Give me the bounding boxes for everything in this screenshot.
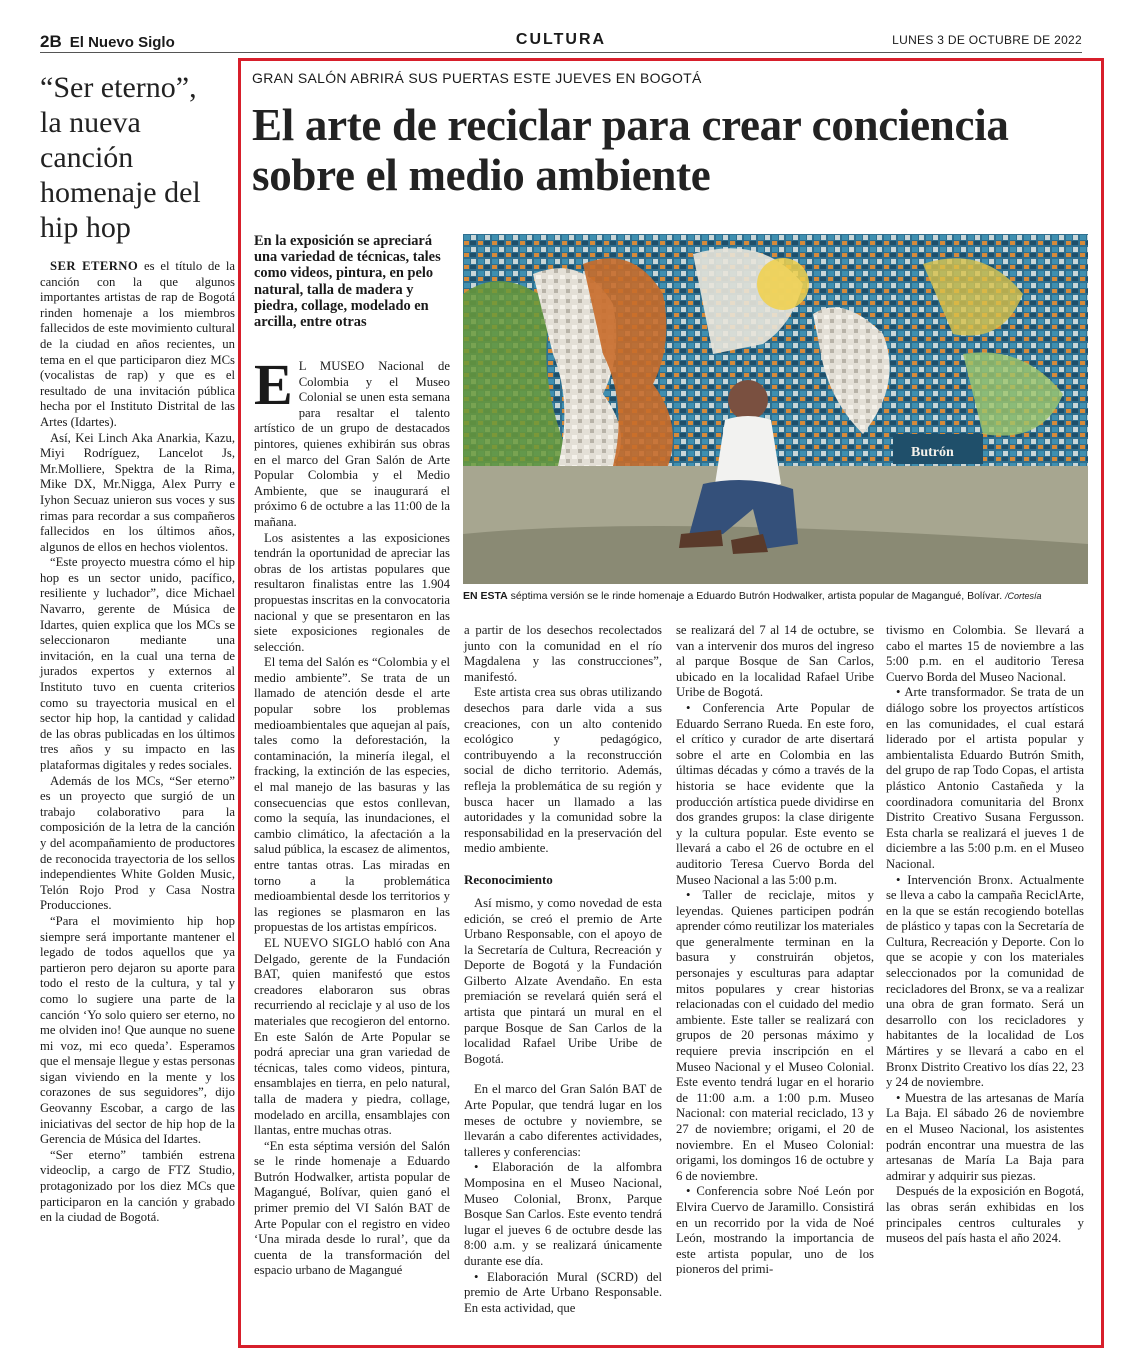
sidebar-paragraph: “Para el movimiento hip hop siempre será importante mantener el legado de todos aquellos que ya partieron pero dejaron su aporte para todo el resto de la cultura, y tal y como lo sugiere una parte de la canción ‘Yo solo quiero ser eterno, no me olviden ino! Que aunque no suene mi voz, mi eco queda’. Esperamos que el mensaje llegue y estas personas sigan viviendo en la mente y los corazones de sus seguidores”, dijo Geovanny Escobar, a cargo de las iniciativas del sector de hip hop de la Gerencia de Música del Idartes. xyxy=(40,913,235,1147)
article-column-3 xyxy=(676,623,874,1278)
article-deck: En la exposición se apreciará una variedad de técnicas, tales como videos, pintura, en pelo natural, talla de madera y piedra, collage, modelado en arcilla, entre otras xyxy=(254,233,441,331)
article-paragraph xyxy=(254,352,450,531)
spacer xyxy=(464,888,662,896)
sidebar-headline-line1: “Ser eterno”, xyxy=(40,71,197,104)
article-paragraph-text: L MUSEO Nacional de Colombia y el Museo Colonial se unen esta semana para resaltar el talento artístico de un grupo de destacados pintores, quienes exhibirán sus obras en el marco del Gran Salón de Arte Popular Colombia y el Medio Ambiente, que se inaugurará el próximo 6 de octubre a las 11:00 de la mañana. xyxy=(254,359,450,529)
sidebar-paragraph: “Ser eterno” también estrena videoclip, a cargo de FTZ Studio, protagonizado por los diez MCs que participaron en la canción y grabado en la ciudad de Bogotá. xyxy=(40,1147,235,1225)
article-column-4 xyxy=(886,623,1084,1247)
article-photo xyxy=(463,234,1088,584)
article-paragraph: Así mismo, y como novedad de esta edición, se creó el premio de Arte Urbano Responsable, con el apoyo de la Secretaría de Cultura, Recreación y Deporte de Bogotá y la Fundación Gilberto Alzate Avendaño. En esta premiación se revelará quién será el artista que pintará un mural en el parque Bosque de San Carlos de la localidad Rafael Uribe Uribe de Bogotá. xyxy=(464,895,662,1066)
sidebar-headline-rest: la nueva canción homenaje del hip hop xyxy=(40,106,201,244)
article-paragraph: Los asistentes a las exposiciones tendrán la oportunidad de apreciar las obras de los artistas populares que resultaron finalistas entre las 1.904 propuestas inscritas en la convocatoria nacional y que se presentaron en las siete exposiciones regionales de selección. xyxy=(254,530,450,654)
sidebar-paragraph: Además de los MCs, “Ser eterno” es un proyecto que surgió de un trabajo colaborativo para la composición de la letra de la canción y del acompañamiento de productores de reconocida trayectoria de los sellos independientes White Golden Music, Telón Rojo Prod y Casa Nostra Producciones. xyxy=(40,773,235,913)
article-kicker: GRAN SALÓN ABRIRÁ SUS PUERTAS ESTE JUEVES EN BOGOTÁ xyxy=(252,70,702,86)
page-header xyxy=(40,32,1082,53)
article-paragraph: En el marco del Gran Salón BAT de Arte Popular, que tendrá lugar en los meses de octubre y noviembre, se llevarán a cabo diferentes actividades, talleres y conferencias: xyxy=(464,1082,662,1159)
section-title: CULTURA xyxy=(515,31,607,48)
mural-signature: Butrón xyxy=(911,445,954,460)
drop-cap: E xyxy=(254,352,293,417)
article-paragraph: El tema del Salón es “Colombia y el medio ambiente”. Se trata de un llamado de atención desde el arte popular sobre los problemas medioambientales que aquejan al país, tales como la deforestación, la contaminación, la minería ilegal, el fracking, la extinción de las especies, el mal manejo de las basuras y las consecuencias que estos conllevan, como la sequía, las inundaciones, el cambio climático, la afectación a la salud pública, la escasez de alimentos, entre tantas otras. Las miradas en torno a la problemática medioambiental desde los territorios y las regiones se plasmaron en las propuestas de los artistas empíricos. xyxy=(254,655,450,935)
article-paragraph: • Conferencia sobre Noé León por Elvira Cuervo de Jaramillo. Consistirá en un recorrido por la vida de Noé León, mostrando la importancia de este artista popular, uno de los pioneros del primi- xyxy=(676,1184,874,1277)
subheading: Reconocimiento xyxy=(464,871,553,887)
article-paragraph: Este artista crea sus obras utilizando desechos para darle vida a sus creaciones, con un alto contenido ecológico y pedagógico, contribuyendo a la reconstrucción social de dicho territorio. Además, refleja la problemática de su región y busca hacer un llamado a las autoridades y la comunidad sobre la responsabilidad en la preservación del medio ambiente. xyxy=(464,685,662,856)
sidebar-article xyxy=(40,70,235,1226)
article-paragraph: tivismo en Colombia. Se llevará a cabo el martes 15 de noviembre a las 5:00 p.m. en el auditorio Teresa Cuervo Borda del Museo Nacional. xyxy=(886,623,1084,684)
article-paragraph: EL NUEVO SIGLO habló con Ana Delgado, gerente de la Fundación BAT, quien manifestó que estos creadores elaboraron sus obras recurriendo al reciclaje y al uso de los materiales que recogieron del entorno. En este Salón de Arte Popular se podrá apreciar una gran variedad de técnicas, tales como videos, pintura, ensamblajes en tierra, en pelo natural, talla de madera y piedra, collage, modelado en arcilla, ensamblajes con llantas, entre muchas otras. xyxy=(254,935,450,1138)
article-paragraph: a partir de los desechos recolectados junto con la comunidad en el río Magdalena y las construcciones”, manifestó. xyxy=(464,623,662,684)
mural-photo-illustration xyxy=(463,234,1088,584)
caption-text: séptima versión se le rinde homenaje a Eduardo Butrón Hodwalker, artista popular de Magangué, Bolívar. xyxy=(510,590,1003,602)
article-paragraph: • Intervención Bronx. Actualmente se lleva a cabo la campaña ReciclArte, en la que se están recogiendo botellas de plástico y tapas con la Secretaría de Cultura, Recreación y Deporte. Con lo que se acopie y con los materiales seleccionados por la comunidad de recicladores del Bronx, se va a realizar una obra de gran formato. Será un desarrollo con los recicladores y habitantes de la localidad de Los Mártires y se llevará a cabo en el Bronx Distrito Creativo los días 22, 23 y 24 de noviembre. xyxy=(886,872,1084,1090)
article-paragraph: “En esta séptima versión del Salón se le rinde homenaje a Eduardo Butrón Hodwalker, artista popular de Magangué, Bolívar, quien ganó el primer premio del VI Salón BAT de Arte Popular con el registro en video ‘Una mirada desde lo rural’, que da cuenta de la transformación del espacio urbano de Magangué xyxy=(254,1138,450,1278)
article-paragraph: • Elaboración Mural (SCRD) del premio de Arte Urbano Responsable. En esta actividad, que xyxy=(464,1269,662,1315)
spacer xyxy=(464,857,662,872)
spacer xyxy=(464,1067,662,1082)
issue-date: LUNES 3 DE OCTUBRE DE 2022 xyxy=(892,33,1082,47)
sidebar-paragraph xyxy=(40,259,235,431)
photo-caption xyxy=(463,590,1088,602)
sidebar-lead-in: SER ETERNO xyxy=(50,259,139,273)
sidebar-headline xyxy=(40,70,235,245)
article-paragraph: Después de la exposición en Bogotá, las obras serán exhibidas en los principales centros culturales y museos del país hasta el año 2024. xyxy=(886,1184,1084,1246)
caption-credit: /Cortesía xyxy=(1005,591,1042,601)
sidebar-paragraph: Así, Kei Linch Aka Anarkia, Kazu, Miyi Rodríguez, Lancelot Js, Mr.Molliere, Spektra de la Rima, Mike DX, Mr.Nigga, Alex Purry e Iyhon Secuaz unieron sus voces y sus rimas para recordar a sus compañeros fallecidos en los últimos años, algunos de ellos en hechos violentos. xyxy=(40,430,235,554)
article-paragraph: • Muestra de las artesanas de María La Baja. El sábado 26 de noviembre en el Museo Nacional, los asistentes podrán encontrar una muestra de las artesanas de María La Baja para admirar y adquirir sus piezas. xyxy=(886,1090,1084,1183)
page-number: 2B xyxy=(40,32,62,51)
sidebar-paragraph: “Este proyecto muestra cómo el hip hop es un sector unido, pacífico, resiliente y luchador”, dice Michael Navarro, gerente de Música de Idartes, quien explica que los MCs se seleccionaron mediante una invitación, en la cual una terna de jurados expertos y externos al Instituto tuvo en cuenta criterios como su trayectoria musical en el sector hip hop, la cantidad y calidad de las obras publicadas en los últimos tres años y su impacto en las plataformas digitales y redes sociales. xyxy=(40,555,235,772)
sidebar-paragraph-text: es el título de la canción con la que algunos importantes artistas de rap de Bogotá rinden homenaje a los miembros fallecidos de este movimiento cultural de la ciudad en años recientes, un tema en el que participaron diez MCs (vocalistas de rap) y que es el resultado de una invitación pública hecha por el Instituto Distrital de las Artes (Idartes). xyxy=(40,259,235,429)
article-paragraph: • Elaboración de la alfombra Momposina en el Museo Nacional, Museo Colonial, Bronx, Parque Bosque San Carlos. Este evento tendrá lugar el jueves 6 de octubre desde las 8:00 a.m. y se realizará únicamente durante ese día. xyxy=(464,1160,662,1268)
article-paragraph: se realizará del 7 al 14 de octubre, se van a intervenir dos muros del ingreso al parque Bosque de San Carlos, ubicado en la localidad Rafael Uribe Uribe de Bogotá. xyxy=(676,623,874,700)
article-paragraph: • Arte transformador. Se trata de un diálogo sobre los proyectos artísticos en las comunidades, el cual estará liderado por el artista popular y ambientalista Eduardo Butrón Smith, del grupo de rap Todo Copas, el artista plástico Antonio Castañeda y la coordinadora comunitaria del Bronx Distrito Creativo Susana Fergusson. Esta charla se realizará el jueves 1 de diciembre a las 5:00 p.m. en el Museo Nacional. xyxy=(886,685,1084,871)
article-paragraph: • Conferencia Arte Popular de Eduardo Serrano Rueda. En este foro, el crítico y curador de arte disertará sobre el arte en Colombia en las últimas décadas y cómo a través de la historia se hace evidente que la producción artística puede dividirse en dos grandes grupos: la clase dirigente y la cultura popular. Este evento se llevará a cabo el 26 de octubre en el auditorio Teresa Cuervo Borda del Museo Nacional a las 5:00 p.m. xyxy=(676,700,874,887)
article-column-2 xyxy=(464,623,662,1316)
article-column-1 xyxy=(254,352,450,1279)
sidebar-body xyxy=(40,259,235,1226)
paper-name: El Nuevo Siglo xyxy=(69,34,175,51)
article-paragraph: • Taller de reciclaje, mitos y leyendas. Quienes participen podrán aprender cómo reutilizar los materiales que generalmente terminan en la basura y construirán objetos, personajes y esculturas para adaptar mitos populares y crear historias relacionadas con el cuidado del medio ambiente. Este taller se realizará con grupos de 20 personas máximo y requiere previa inscripción en el Museo Nacional y el Museo Colonial. Este evento tendrá lugar en el horario de 11:00 a.m. a 1:00 p.m. Museo Nacional: con material reciclado, 13 y 27 de noviembre; origami, el 20 de noviembre. En el Museo Colonial: origami, los domingos 16 de octubre y 6 de noviembre. xyxy=(676,888,874,1183)
article-headline: El arte de reciclar para crear conciencia sobre el medio ambiente xyxy=(252,100,1009,200)
caption-lead: EN ESTA xyxy=(463,590,508,602)
